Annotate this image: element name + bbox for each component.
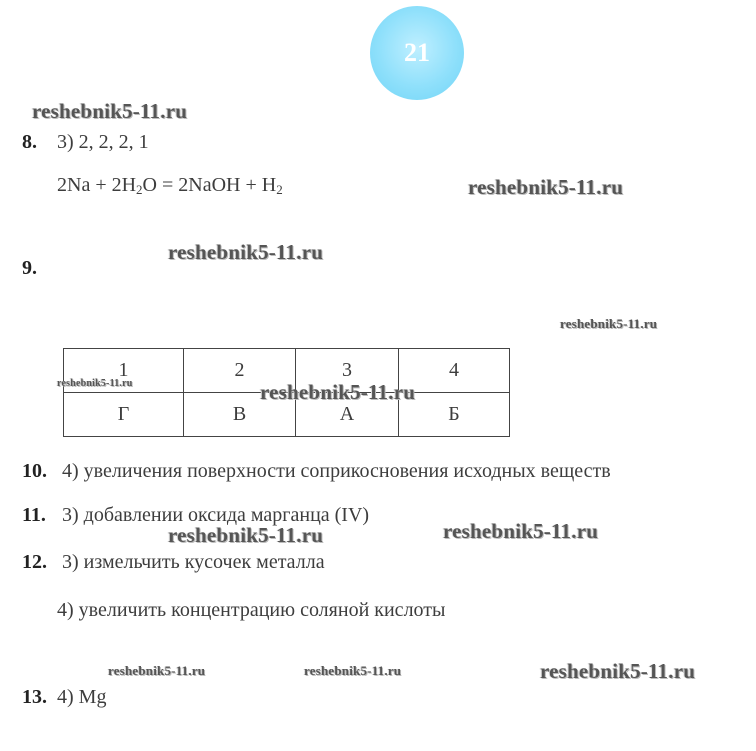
watermark: reshebnik5-11.ru xyxy=(468,175,624,199)
watermark: reshebnik5-11.ru xyxy=(168,523,324,547)
question-12-answer-1: 3) измельчить кусочек металла xyxy=(62,551,325,573)
page-number: 21 xyxy=(404,38,430,67)
table-cell: Г xyxy=(64,393,184,437)
table-cell: Б xyxy=(399,393,510,437)
watermark: reshebnik5-11.ru xyxy=(540,659,696,683)
question-13-answer: 4) Mg xyxy=(57,686,107,708)
question-11-number: 11. xyxy=(22,504,46,526)
question-10-number: 10. xyxy=(22,460,47,482)
table-cell: 3 xyxy=(296,349,399,393)
table-cell: 1 xyxy=(64,349,184,393)
watermark: reshebnik5-11.ru xyxy=(108,663,206,678)
question-11-answer: 3) добавлении оксида марганца (IV) xyxy=(62,504,370,526)
question-12-answer-2: 4) увеличить концентрацию соляной кислоты xyxy=(57,599,446,621)
question-10-answer: 4) увеличения поверхности соприкосновения исходных веществ xyxy=(62,460,611,482)
watermark: reshebnik5-11.ru xyxy=(304,663,402,678)
table-cell: В xyxy=(184,393,296,437)
watermark: reshebnik5-11.ru xyxy=(32,99,188,123)
watermark: reshebnik5-11.ru xyxy=(57,378,133,389)
table-cell: А xyxy=(296,393,399,437)
question-8-answer: 3) 2, 2, 2, 1 xyxy=(57,131,149,153)
page-number-badge xyxy=(370,6,464,100)
question-9-number: 9. xyxy=(22,257,37,279)
equation-subscript: 2 xyxy=(276,182,283,197)
question-12-number: 12. xyxy=(22,551,47,573)
question-8-number: 8. xyxy=(22,131,37,153)
watermark: reshebnik5-11.ru xyxy=(168,240,324,264)
equation-part: O = 2NaOH + H xyxy=(142,174,277,196)
table-cell: 2 xyxy=(184,349,296,393)
question-13-number: 13. xyxy=(22,686,47,708)
table-cell: 4 xyxy=(399,349,510,393)
question-8-equation xyxy=(57,174,283,198)
equation-subscript: 2 xyxy=(136,182,143,197)
equation-part: 2Na + 2H xyxy=(57,174,137,196)
watermark: reshebnik5-11.ru xyxy=(560,316,658,331)
watermark: reshebnik5-11.ru xyxy=(260,380,416,404)
watermark: reshebnik5-11.ru xyxy=(443,519,599,543)
